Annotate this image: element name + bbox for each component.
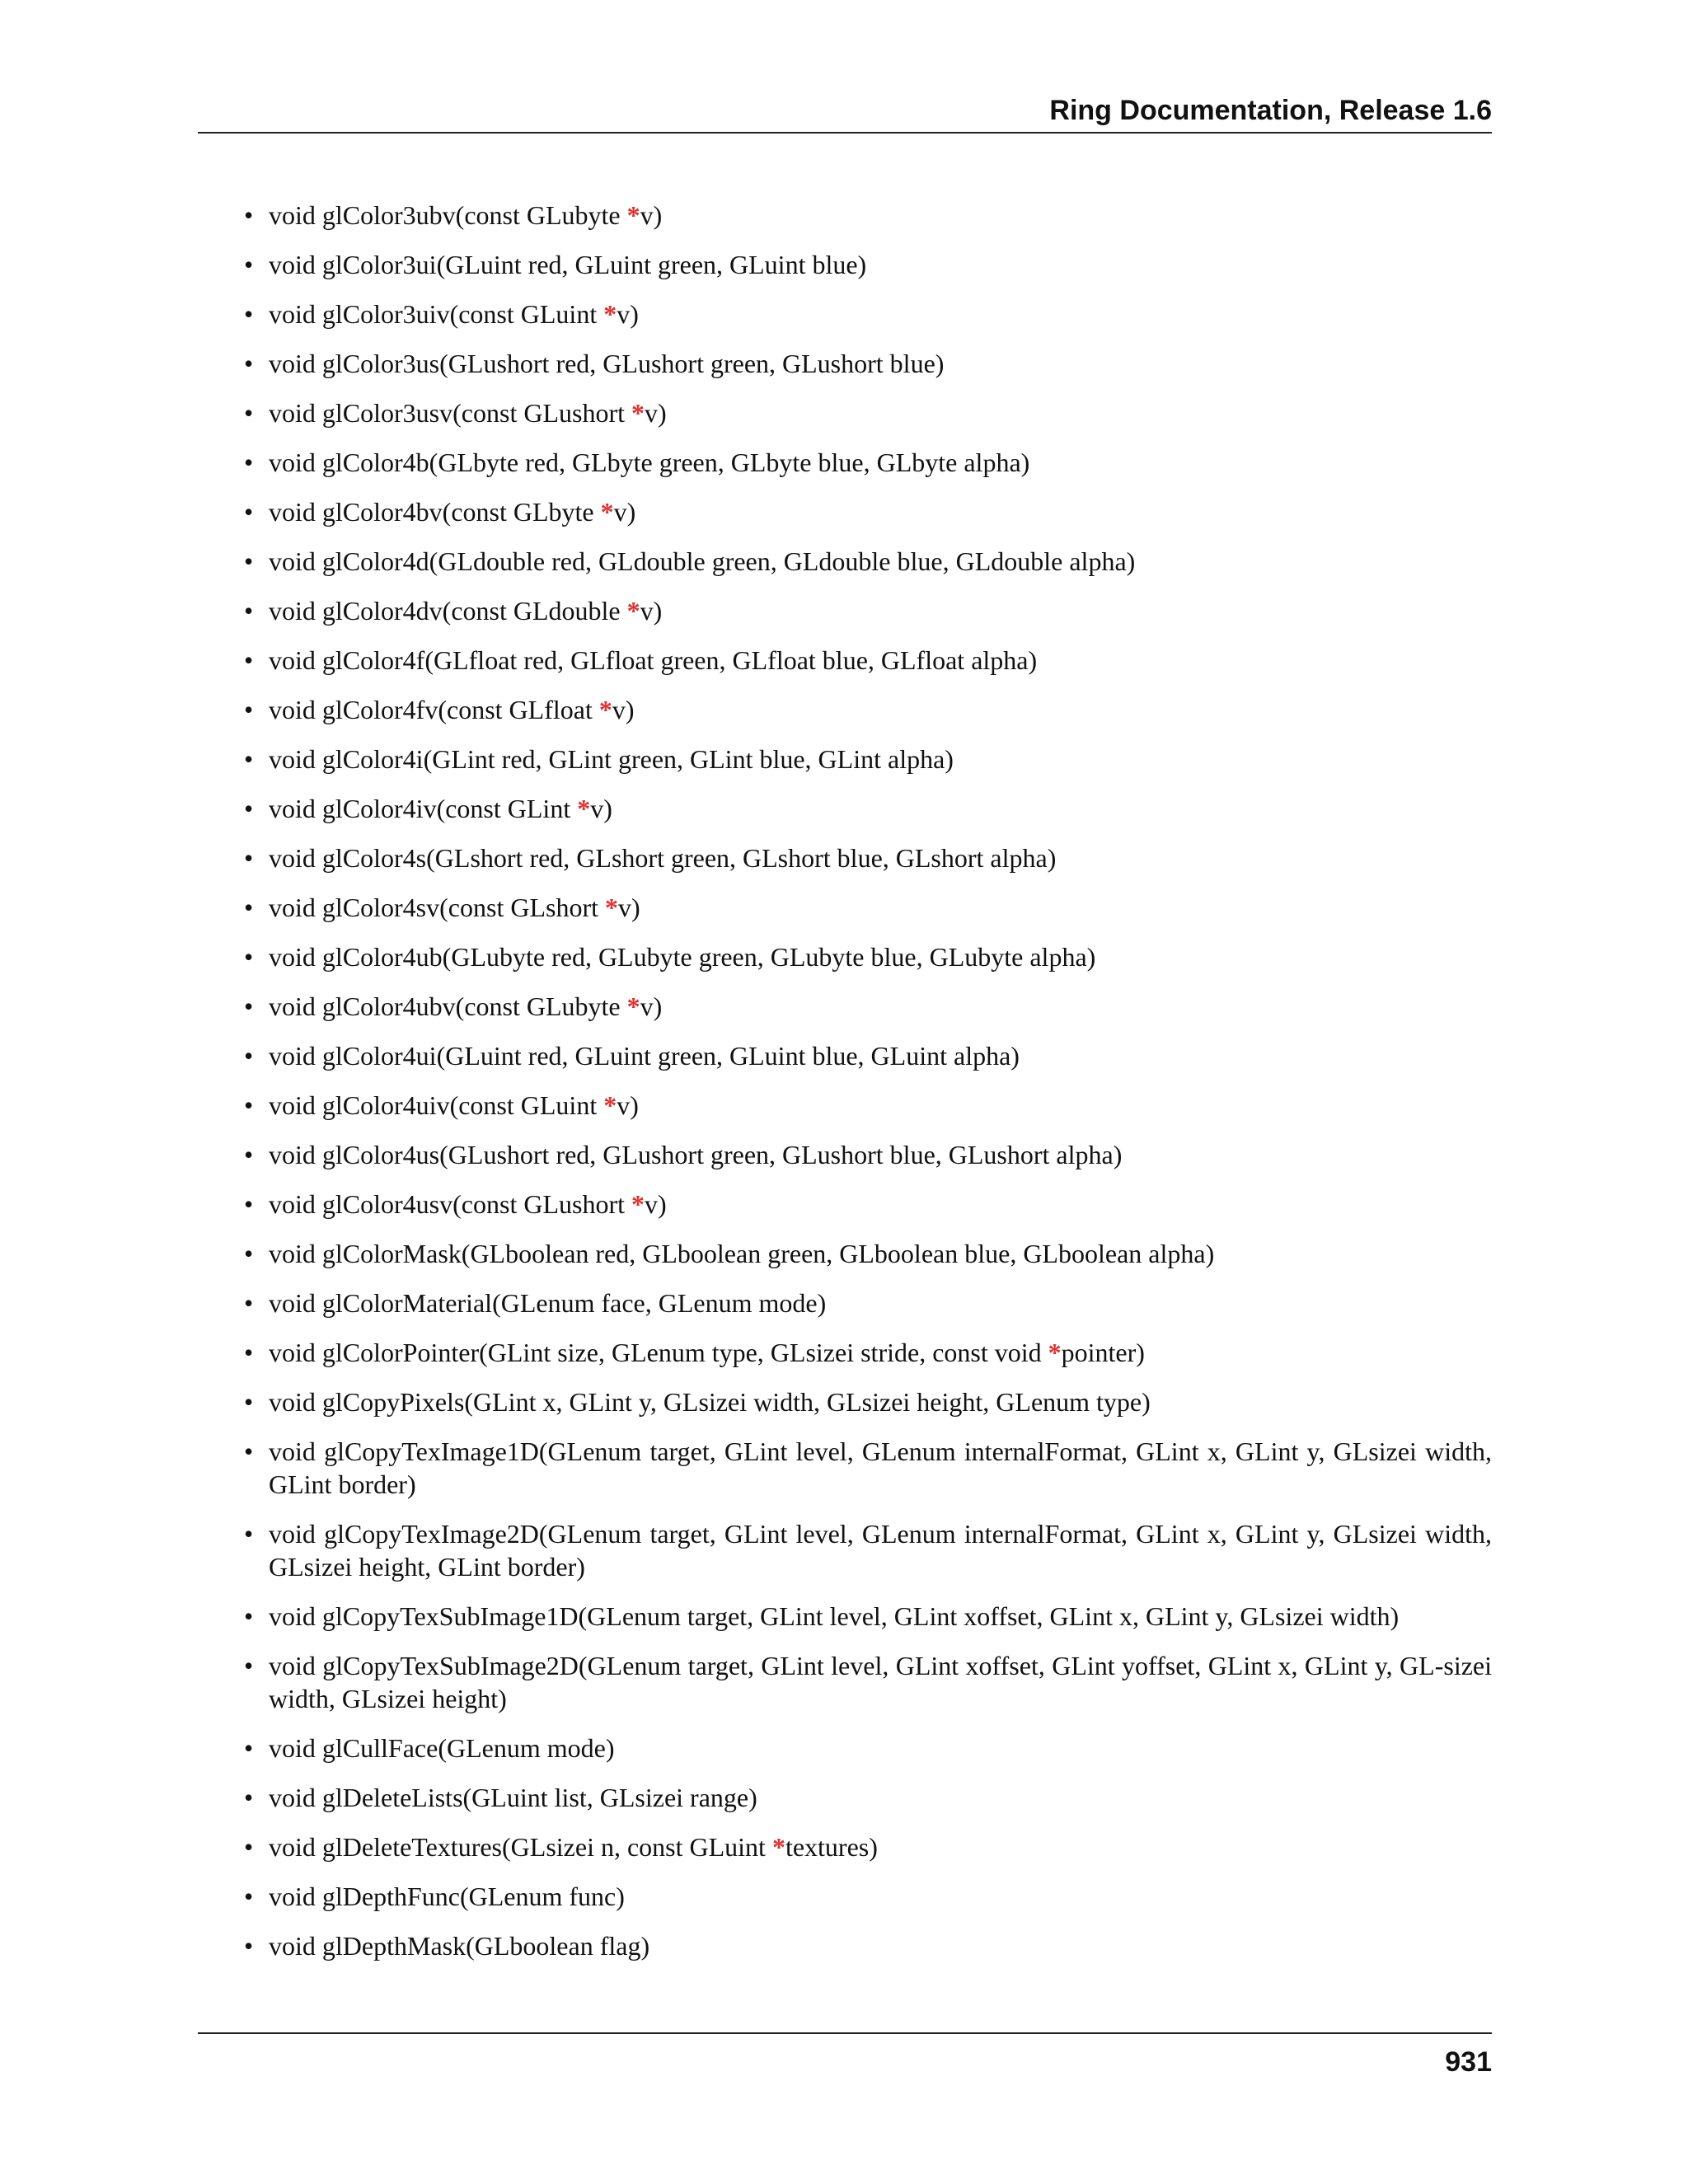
pointer-asterisk: * — [631, 398, 645, 428]
function-signature-tail: v) — [640, 596, 663, 626]
list-item — [244, 1732, 1492, 1765]
function-signature: void glColor4us(GLushort red, GLushort green, GLushort blue, GLushort alpha) — [269, 1140, 1123, 1169]
pointer-asterisk: * — [631, 1189, 645, 1219]
function-signature: void glDeleteTextures(GLsizei n, const GLuint — [269, 1832, 772, 1862]
function-signature-tail: v) — [590, 794, 612, 823]
list-item — [244, 545, 1492, 578]
function-signature-tail: pointer) — [1061, 1338, 1145, 1367]
function-signature: void glColor4sv(const GLshort — [269, 893, 605, 922]
pointer-asterisk: * — [598, 695, 612, 724]
list-item — [244, 1781, 1492, 1814]
function-signature: void glColor4b(GLbyte red, GLbyte green, GLbyte blue, GLbyte alpha) — [269, 448, 1030, 477]
list-item — [244, 1929, 1492, 1962]
function-signature-tail: v) — [644, 1189, 667, 1219]
list-item — [244, 1336, 1492, 1369]
function-signature: void glColor4ui(GLuint red, GLuint green, GLuint blue, GLuint alpha) — [269, 1041, 1020, 1071]
list-item — [244, 1517, 1492, 1583]
function-signature: void glDeleteLists(GLuint list, GLsizei range) — [269, 1783, 757, 1812]
function-signature: void glColorPointer(GLint size, GLenum type, GLsizei stride, const void — [269, 1338, 1048, 1367]
list-item — [244, 495, 1492, 528]
function-signature: void glColor4ub(GLubyte red, GLubyte green, GLubyte blue, GLubyte alpha) — [269, 942, 1096, 972]
function-signature-tail: v) — [613, 497, 636, 527]
list-item — [244, 693, 1492, 726]
function-signature: void glCopyPixels(GLint x, GLint y, GLsizei width, GLsizei height, GLenum type) — [269, 1387, 1151, 1417]
list-item — [244, 792, 1492, 825]
function-signature: void glColor4s(GLshort red, GLshort green, GLshort blue, GLshort alpha) — [269, 843, 1057, 873]
function-signature: void glColor4fv(const GLfloat — [269, 695, 599, 724]
page-header — [198, 92, 1492, 134]
list-item — [244, 841, 1492, 874]
list-item — [244, 396, 1492, 429]
list-item — [244, 347, 1492, 380]
list-item — [244, 248, 1492, 281]
pointer-asterisk: * — [604, 893, 618, 922]
function-signature-tail: v) — [612, 695, 635, 724]
pointer-asterisk: * — [626, 991, 640, 1021]
function-signature: void glColorMask(GLboolean red, GLboolean green, GLboolean blue, GLboolean alpha) — [269, 1239, 1215, 1268]
function-signature: void glColor4d(GLdouble red, GLdouble green, GLdouble blue, GLdouble alpha) — [269, 546, 1136, 576]
list-item — [244, 990, 1492, 1023]
list-item — [244, 1237, 1492, 1270]
function-signature-tail: v) — [617, 299, 639, 329]
pointer-asterisk: * — [577, 794, 591, 823]
list-item — [244, 1089, 1492, 1122]
function-signature-tail: v) — [644, 398, 667, 428]
page-number: 931 — [1445, 2046, 1492, 2078]
function-signature-tail: v) — [640, 991, 663, 1021]
pointer-asterisk: * — [626, 596, 640, 626]
pointer-asterisk: * — [1048, 1338, 1062, 1367]
function-signature: void glCullFace(GLenum mode) — [269, 1733, 615, 1763]
function-signature-tail: textures) — [785, 1832, 878, 1862]
list-item — [244, 1830, 1492, 1863]
api-function-list — [244, 199, 1492, 1962]
list-item — [244, 1138, 1492, 1171]
function-signature: void glColor3ubv(const GLubyte — [269, 200, 627, 230]
pointer-asterisk: * — [771, 1832, 785, 1862]
function-signature: void glColor4iv(const GLint — [269, 794, 578, 823]
list-item — [244, 743, 1492, 776]
function-signature: void glColorMaterial(GLenum face, GLenum mode) — [269, 1288, 827, 1318]
function-signature: void glColor3usv(const GLushort — [269, 398, 631, 428]
function-signature: void glColor4dv(const GLdouble — [269, 596, 627, 626]
function-signature: void glCopyTexSubImage1D(GLenum target, GLint level, GLint xoffset, GLint x, GLint y, GLsizei width) — [269, 1601, 1400, 1631]
list-item — [244, 644, 1492, 677]
list-item — [244, 1649, 1492, 1715]
list-item — [244, 891, 1492, 924]
list-item — [244, 1600, 1492, 1633]
list-item — [244, 199, 1492, 232]
pointer-asterisk: * — [626, 200, 640, 230]
pointer-asterisk: * — [600, 497, 614, 527]
list-item — [244, 446, 1492, 479]
list-item — [244, 1435, 1492, 1501]
pointer-asterisk: * — [603, 299, 617, 329]
function-signature-tail: v) — [640, 200, 663, 230]
function-signature: void glCopyTexImage2D(GLenum target, GLint level, GLenum internalFormat, GLint x, GLint y, GLsizei width, GLsizei height, GLint border) — [269, 1519, 1492, 1582]
list-item — [244, 298, 1492, 330]
function-signature: void glDepthFunc(GLenum func) — [269, 1882, 625, 1911]
document-title: Ring Documentation, Release 1.6 — [1049, 95, 1492, 126]
function-signature-tail: v) — [617, 1090, 639, 1120]
list-item — [244, 1385, 1492, 1418]
function-signature: void glColor4usv(const GLushort — [269, 1189, 631, 1219]
function-signature: void glColor4bv(const GLbyte — [269, 497, 601, 527]
function-signature: void glColor4ubv(const GLubyte — [269, 991, 627, 1021]
list-item — [244, 1039, 1492, 1072]
list-item — [244, 594, 1492, 627]
function-signature-tail: v) — [617, 893, 640, 922]
function-signature: void glColor3us(GLushort red, GLushort green, GLushort blue) — [269, 349, 945, 378]
function-signature: void glColor3ui(GLuint red, GLuint green, GLuint blue) — [269, 250, 867, 279]
page-footer — [198, 2032, 1492, 2078]
function-signature: void glDepthMask(GLboolean flag) — [269, 1931, 650, 1961]
api-function-list-section — [244, 199, 1492, 1979]
list-item — [244, 940, 1492, 973]
list-item — [244, 1286, 1492, 1319]
pointer-asterisk: * — [603, 1090, 617, 1120]
function-signature: void glColor3uiv(const GLuint — [269, 299, 604, 329]
list-item — [244, 1188, 1492, 1221]
function-signature: void glColor4uiv(const GLuint — [269, 1090, 604, 1120]
function-signature: void glCopyTexSubImage2D(GLenum target, GLint level, GLint xoffset, GLint yoffset, GLint x, GLint y, GL-sizei width, GLsizei height) — [269, 1651, 1492, 1713]
function-signature: void glColor4i(GLint red, GLint green, GLint blue, GLint alpha) — [269, 744, 954, 774]
function-signature: void glColor4f(GLfloat red, GLfloat green, GLfloat blue, GLfloat alpha) — [269, 645, 1038, 675]
list-item — [244, 1880, 1492, 1913]
function-signature: void glCopyTexImage1D(GLenum target, GLint level, GLenum internalFormat, GLint x, GLint y, GLsizei width, GLint border) — [269, 1436, 1492, 1499]
